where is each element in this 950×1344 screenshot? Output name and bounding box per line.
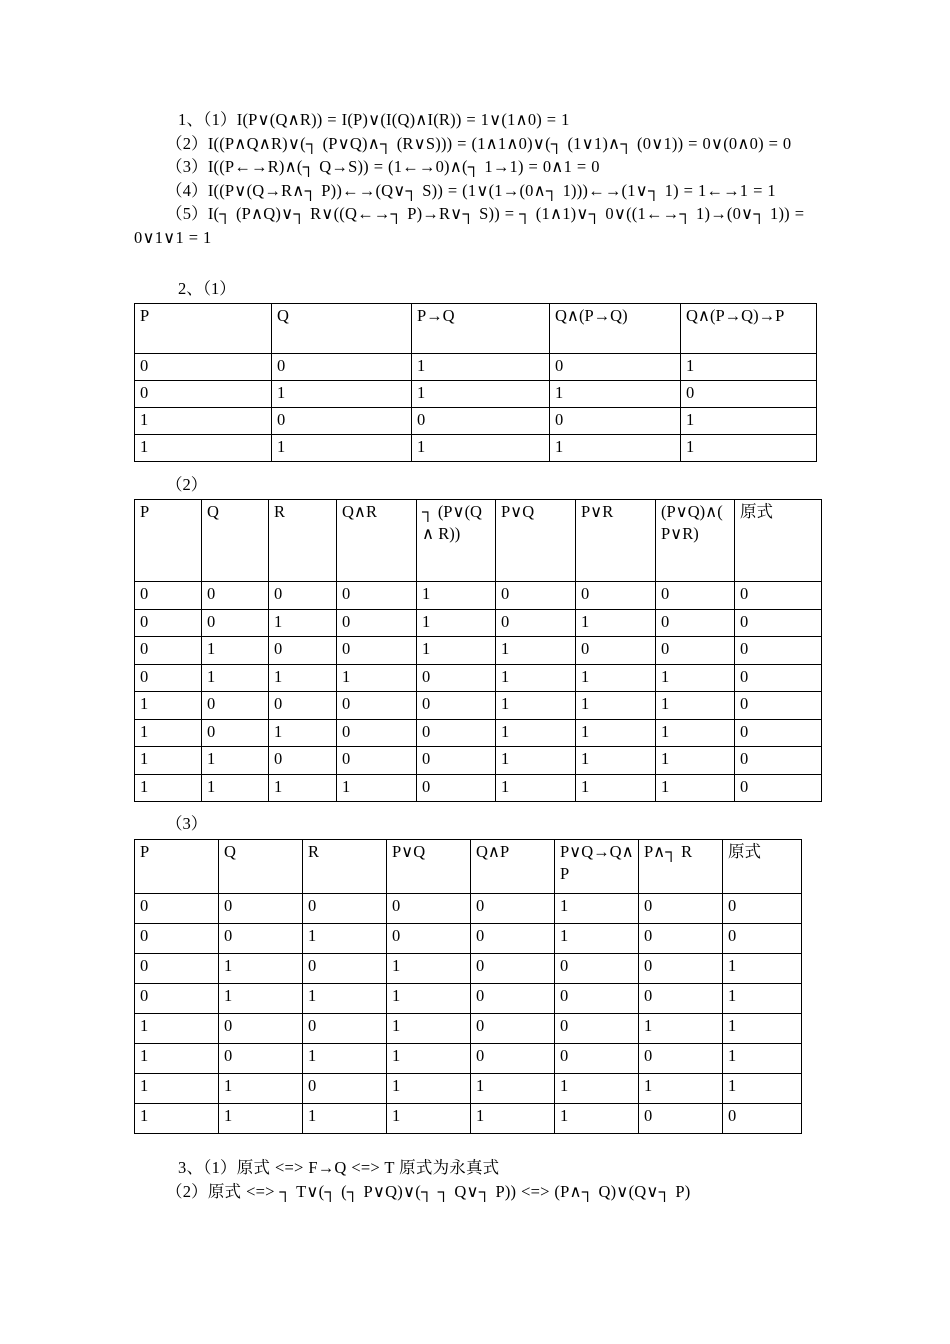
table2-cell: 0	[735, 664, 822, 692]
table3-cell: 1	[555, 894, 639, 924]
table1-cell: 0	[550, 354, 681, 381]
table2-cell: 1	[337, 664, 417, 692]
table2-header-cell: (P∨Q)∧(P∨R)	[656, 500, 735, 582]
table3-header-cell: Q	[219, 840, 303, 894]
table-row	[135, 894, 802, 924]
table2-cell: 0	[337, 582, 417, 610]
table3-cell: 1	[555, 1074, 639, 1104]
table2-header-cell: P∨R	[576, 500, 656, 582]
table2-cell: 1	[269, 719, 337, 747]
table2-cell: 0	[417, 692, 496, 720]
table2-cell: 0	[496, 609, 576, 637]
table2-cell: 0	[269, 637, 337, 665]
table3-cell: 1	[219, 1074, 303, 1104]
table3-cell: 0	[219, 924, 303, 954]
table3-cell: 0	[555, 954, 639, 984]
table1-cell: 1	[412, 381, 550, 408]
table-row	[135, 1074, 802, 1104]
table3-cell: 0	[471, 1014, 555, 1044]
table-row	[135, 954, 802, 984]
table2-cell: 0	[417, 774, 496, 802]
table2-header-cell: P	[135, 500, 202, 582]
table2-cell: 0	[135, 664, 202, 692]
table2-cell: 0	[269, 692, 337, 720]
table-row	[135, 1104, 802, 1134]
section2-label-3: （3）	[166, 814, 208, 833]
table2-cell: 0	[496, 582, 576, 610]
table-row	[135, 664, 822, 692]
table3-cell: 1	[723, 1074, 802, 1104]
table2-cell: 0	[735, 609, 822, 637]
table3-cell: 0	[555, 984, 639, 1014]
spacer-after-table1	[134, 462, 820, 473]
table3-cell: 1	[387, 1104, 471, 1134]
table2-cell: 0	[269, 582, 337, 610]
table1-cell: 0	[272, 354, 412, 381]
table-row-header	[135, 840, 802, 894]
table3-header-cell: P∨Q	[387, 840, 471, 894]
table2-cell: 1	[417, 609, 496, 637]
table3-cell: 0	[471, 984, 555, 1014]
table3-cell: 0	[387, 894, 471, 924]
table3-cell: 1	[723, 1014, 802, 1044]
table2-cell: 0	[417, 747, 496, 775]
table3-cell: 0	[135, 954, 219, 984]
table2-cell: 0	[656, 609, 735, 637]
table3-cell: 1	[639, 1074, 723, 1104]
table1-header-cell: Q	[272, 304, 412, 354]
table3-cell: 0	[219, 1014, 303, 1044]
table-row	[135, 408, 817, 435]
table1-cell: 1	[135, 408, 272, 435]
table2-cell: 1	[576, 664, 656, 692]
spacer-after-table3	[134, 1134, 820, 1156]
table-row	[135, 1014, 802, 1044]
table2-cell: 1	[202, 637, 269, 665]
table3-cell: 1	[303, 984, 387, 1014]
table3-header-cell: P∧┐ R	[639, 840, 723, 894]
section1-line-1: 1、（1）I(P∨(Q∧R)) = I(P)∨(I(Q)∧I(R)) = 1∨(1∧0) = 1	[178, 110, 570, 129]
table1-cell: 1	[272, 381, 412, 408]
table-row	[135, 1044, 802, 1074]
section2-label-1: 2、（1）	[178, 279, 236, 298]
table2-cell: 1	[269, 609, 337, 637]
table3-cell: 1	[387, 1014, 471, 1044]
table-row	[135, 774, 822, 802]
table3-cell: 1	[555, 924, 639, 954]
table2-cell: 0	[735, 582, 822, 610]
table2-cell: 1	[269, 664, 337, 692]
truth-table-2	[134, 499, 822, 802]
table1-cell: 1	[135, 435, 272, 462]
table2-cell: 0	[202, 719, 269, 747]
table3-cell: 1	[723, 984, 802, 1014]
table2-cell: 0	[135, 637, 202, 665]
table3-cell: 1	[303, 1044, 387, 1074]
table3-cell: 0	[723, 1104, 802, 1134]
table2-cell: 1	[656, 692, 735, 720]
table1-cell: 0	[550, 408, 681, 435]
table1-cell: 1	[550, 381, 681, 408]
table3-cell: 1	[387, 1044, 471, 1074]
table-row	[135, 582, 822, 610]
table2-cell: 0	[417, 719, 496, 747]
table2-cell: 0	[656, 637, 735, 665]
table2-cell: 0	[735, 719, 822, 747]
table3-cell: 1	[135, 1014, 219, 1044]
table3-header-cell: R	[303, 840, 387, 894]
table-row-header	[135, 500, 822, 582]
table3-cell: 1	[135, 1104, 219, 1134]
table2-header-cell: P∨Q	[496, 500, 576, 582]
table2-cell: 0	[417, 664, 496, 692]
section-1	[134, 108, 820, 249]
table-row	[135, 637, 822, 665]
table3-cell: 0	[219, 1044, 303, 1074]
table2-cell: 0	[735, 747, 822, 775]
table2-cell: 1	[417, 637, 496, 665]
table-row	[135, 747, 822, 775]
table-row	[135, 381, 817, 408]
table1-cell: 0	[681, 381, 817, 408]
section3-line-1: 3、（1）原式 <=> F→Q <=> T 原式为永真式	[178, 1158, 500, 1177]
table3-cell: 1	[303, 1104, 387, 1134]
table2-header-cell: Q∧R	[337, 500, 417, 582]
table1-cell: 0	[412, 408, 550, 435]
table2-cell: 0	[337, 692, 417, 720]
table2-cell: 1	[135, 692, 202, 720]
table2-cell: 1	[576, 747, 656, 775]
table3-cell: 1	[723, 1044, 802, 1074]
table3-cell: 1	[639, 1014, 723, 1044]
table2-cell: 1	[496, 774, 576, 802]
table2-cell: 0	[202, 582, 269, 610]
table2-cell: 0	[735, 637, 822, 665]
table2-cell: 1	[496, 719, 576, 747]
table-row	[135, 354, 817, 381]
table-row	[135, 692, 822, 720]
table2-cell: 1	[656, 774, 735, 802]
truth-table-3	[134, 839, 802, 1134]
table1-header-cell: Q∧(P→Q)→P	[681, 304, 817, 354]
table2-cell: 0	[656, 582, 735, 610]
table2-cell: 0	[202, 692, 269, 720]
table3-header-cell: 原式	[723, 840, 802, 894]
table2-cell: 0	[735, 692, 822, 720]
table3-cell: 0	[639, 1104, 723, 1134]
table3-cell: 0	[639, 984, 723, 1014]
table2-cell: 0	[337, 719, 417, 747]
table3-cell: 1	[219, 1104, 303, 1134]
table1-cell: 1	[412, 435, 550, 462]
table3-cell: 1	[387, 984, 471, 1014]
table2-cell: 1	[202, 747, 269, 775]
table1-cell: 0	[135, 354, 272, 381]
table2-cell: 1	[576, 774, 656, 802]
table3-cell: 0	[555, 1014, 639, 1044]
table2-header-cell: ┐ (P∨(Q ∧ R))	[417, 500, 496, 582]
table3-cell: 1	[471, 1074, 555, 1104]
truth-table-1	[134, 303, 817, 462]
table-row	[135, 984, 802, 1014]
table3-cell: 1	[303, 924, 387, 954]
table2-cell: 0	[135, 582, 202, 610]
table3-cell: 0	[639, 954, 723, 984]
table3-cell: 1	[219, 984, 303, 1014]
table1-cell: 0	[135, 381, 272, 408]
table2-cell: 1	[202, 774, 269, 802]
section1-line-3: （3）I((P←→R)∧(┐ Q→S)) = (1←→0)∧(┐ 1→1) = 0∧1 = 0	[166, 157, 600, 176]
table1-cell: 0	[272, 408, 412, 435]
table3-cell: 1	[387, 954, 471, 984]
table2-cell: 0	[735, 774, 822, 802]
table3-header-cell: P∨Q→Q∧P	[555, 840, 639, 894]
table2-cell: 1	[656, 664, 735, 692]
table-row	[135, 435, 817, 462]
table2-cell: 1	[417, 582, 496, 610]
table2-cell: 1	[576, 609, 656, 637]
table1-header-cell: Q∧(P→Q)	[550, 304, 681, 354]
table2-cell: 0	[337, 637, 417, 665]
table-row	[135, 609, 822, 637]
table2-cell: 0	[576, 582, 656, 610]
table1-cell: 1	[681, 435, 817, 462]
table1-cell: 1	[550, 435, 681, 462]
table1-cell: 1	[681, 354, 817, 381]
table2-cell: 1	[202, 664, 269, 692]
table1-cell: 1	[412, 354, 550, 381]
section-3	[134, 1156, 820, 1203]
section1-line-4: （4）I((P∨(Q→R∧┐ P))←→(Q∨┐ S)) = (1∨(1→(0∧┐ 1)))←→(1∨┐ 1) = 1←→1 = 1	[166, 180, 776, 200]
table3-cell: 0	[555, 1044, 639, 1074]
table2-header-cell: 原式	[735, 500, 822, 582]
table2-header-cell: R	[269, 500, 337, 582]
table3-cell: 0	[303, 1074, 387, 1104]
table2-cell: 0	[337, 609, 417, 637]
table3-cell: 0	[471, 894, 555, 924]
table2-cell: 0	[202, 609, 269, 637]
table1-header-cell: P→Q	[412, 304, 550, 354]
table3-cell: 0	[303, 894, 387, 924]
table2-cell: 1	[337, 774, 417, 802]
table3-cell: 0	[303, 954, 387, 984]
table3-header-cell: Q∧P	[471, 840, 555, 894]
table3-cell: 0	[723, 894, 802, 924]
table-row	[135, 924, 802, 954]
table2-cell: 1	[135, 747, 202, 775]
table2-cell: 0	[576, 637, 656, 665]
table2-cell: 1	[496, 637, 576, 665]
table2-cell: 1	[576, 692, 656, 720]
section2-label-2: （2）	[166, 475, 208, 494]
table2-cell: 1	[135, 774, 202, 802]
table3-cell: 1	[135, 1044, 219, 1074]
table2-cell: 0	[337, 747, 417, 775]
table3-cell: 0	[639, 1044, 723, 1074]
table3-cell: 0	[303, 1014, 387, 1044]
table3-cell: 1	[135, 1074, 219, 1104]
table2-cell: 0	[135, 609, 202, 637]
table3-cell: 0	[639, 894, 723, 924]
table2-cell: 0	[269, 747, 337, 775]
spacer-after-section1	[134, 249, 820, 277]
table3-cell: 0	[471, 924, 555, 954]
table-row	[135, 719, 822, 747]
table2-cell: 1	[656, 747, 735, 775]
table3-cell: 0	[387, 924, 471, 954]
section1-line-5: （5）I(┐ (P∧Q)∨┐ R∨((Q←→┐ P)→R∨┐ S)) = ┐ (1∧1)∨┐ 0∨((1←→┐ 1)→(0∨┐ 1)) = 0∨1∨1 = 1	[134, 204, 805, 247]
table3-cell: 0	[135, 894, 219, 924]
table3-cell: 1	[723, 954, 802, 984]
table1-header-cell: P	[135, 304, 272, 354]
section3-line-2: （2）原式 <=> ┐ T∨(┐ (┐ P∨Q)∨(┐ ┐ Q∨┐ P)) <=> (P∧┐ Q)∨(Q∨┐ P)	[166, 1181, 691, 1201]
table3-cell: 0	[219, 894, 303, 924]
table2-cell: 1	[269, 774, 337, 802]
table3-cell: 0	[135, 924, 219, 954]
table3-cell: 1	[471, 1104, 555, 1134]
section1-line-2: （2）I((P∧Q∧R)∨(┐ (P∨Q)∧┐ (R∨S))) = (1∧1∧0)∨(┐ (1∨1)∧┐ (0∨1)) = 0∨(0∧0) = 0	[166, 133, 792, 153]
spacer-after-table2	[134, 802, 820, 812]
table1-cell: 1	[272, 435, 412, 462]
table3-cell: 1	[555, 1104, 639, 1134]
table2-header-cell: Q	[202, 500, 269, 582]
document-content	[134, 108, 820, 1203]
table2-cell: 1	[576, 719, 656, 747]
table-row-header	[135, 304, 817, 354]
table3-cell: 0	[723, 924, 802, 954]
table2-cell: 1	[656, 719, 735, 747]
table2-cell: 1	[496, 747, 576, 775]
table2-cell: 1	[496, 692, 576, 720]
table3-cell: 0	[639, 924, 723, 954]
table2-cell: 1	[135, 719, 202, 747]
table3-header-cell: P	[135, 840, 219, 894]
table1-cell: 1	[681, 408, 817, 435]
table3-cell: 0	[471, 954, 555, 984]
table2-cell: 1	[496, 664, 576, 692]
table3-cell: 1	[387, 1074, 471, 1104]
table3-cell: 1	[219, 954, 303, 984]
table3-cell: 0	[135, 984, 219, 1014]
table3-cell: 0	[471, 1044, 555, 1074]
